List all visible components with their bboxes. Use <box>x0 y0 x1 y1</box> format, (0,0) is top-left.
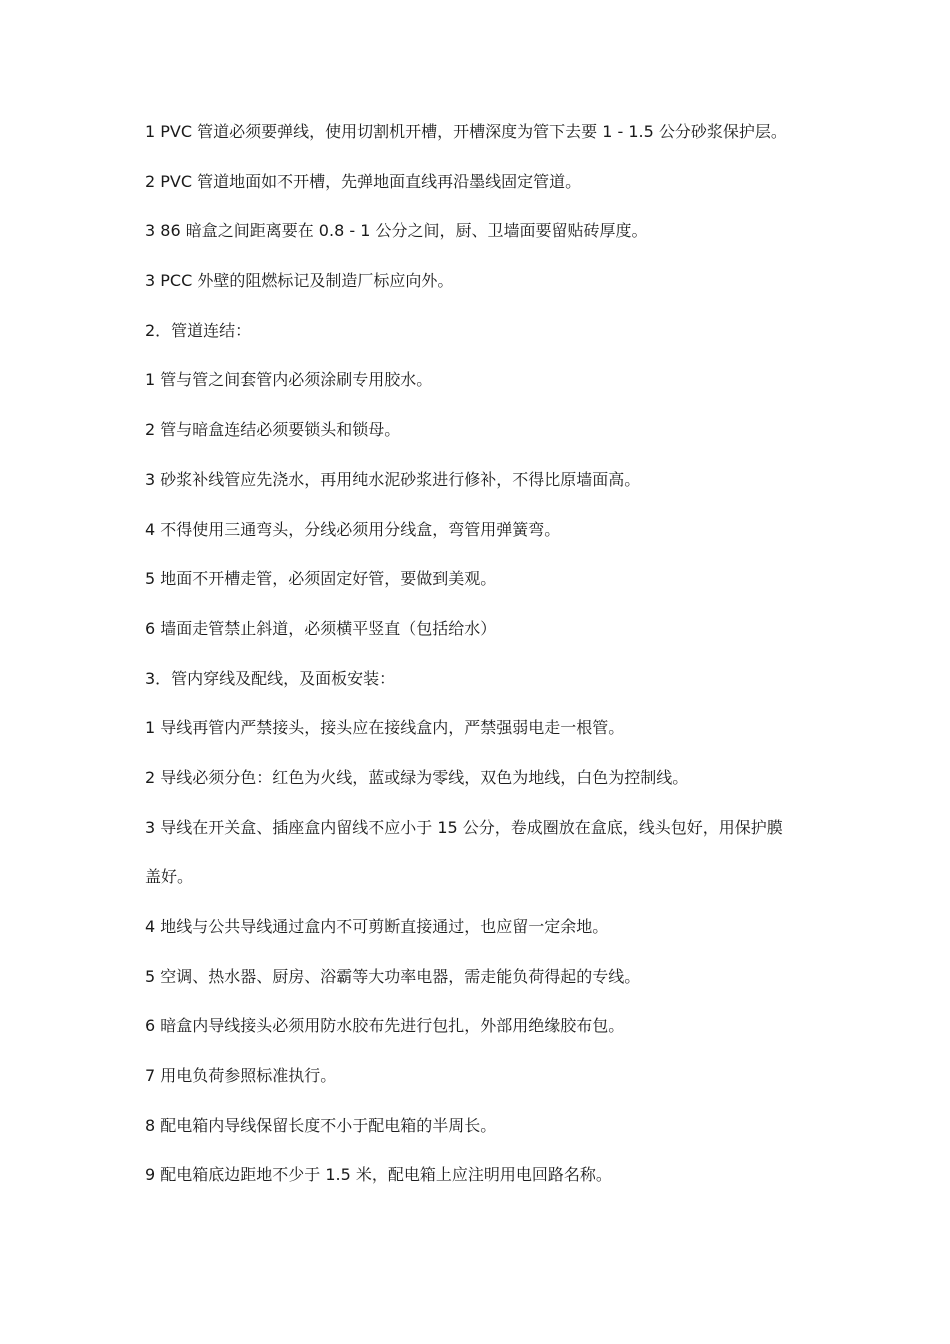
text-line-17: 4 地线与公共导线通过盒内不可剪断直接通过，也应留一定余地。 <box>145 917 609 936</box>
text-line-20: 7 用电负荷参照标准执行。 <box>145 1066 337 1086</box>
text-line-15: 3 导线在开关盒、插座盒内留线不应小于 15 公分，卷成圈放在盒底，线头包好，用保护膜 <box>145 817 783 837</box>
text-line-1: 1 PVC 管道必须要弹线，使用切割机开槽，开槽深度为管下去要 1 - 1.5 公分砂浆保护层。 <box>145 122 787 141</box>
section-heading-2: 2．管道连结： <box>145 320 252 340</box>
text-line-8: 3 砂浆补线管应先浇水，再用纯水泥砂浆进行修补，不得比原墙面高。 <box>145 469 641 489</box>
document-body <box>145 122 810 1215</box>
text-line-9: 4 不得使用三通弯头，分线必须用分线盒，弯管用弹簧弯。 <box>145 519 561 539</box>
text-line-6: 1 管与管之间套管内必须涂刷专用胶水。 <box>145 370 433 390</box>
text-line-18: 5 空调、热水器、厨房、浴霸等大功率电器，需走能负荷得起的专线。 <box>145 966 641 986</box>
text-line-7: 2 管与暗盒连结必须要锁头和锁母。 <box>145 420 401 440</box>
text-line-19: 6 暗盒内导线接头必须用防水胶布先进行包扎，外部用绝缘胶布包。 <box>145 1016 625 1036</box>
text-line-22: 9 配电箱底边距地不少于 1.5 米，配电箱上应注明用电回路名称。 <box>145 1165 612 1185</box>
text-line-13: 1 导线再管内严禁接头，接头应在接线盒内，严禁强弱电走一根管。 <box>145 718 625 738</box>
text-line-3: 3 86 暗盒之间距离要在 0.8 - 1 公分之间，厨、卫墙面要留贴砖厚度。 <box>145 221 648 241</box>
text-line-11: 6 墙面走管禁止斜道，必须横平竖直（包括给水） <box>145 618 497 638</box>
text-line-14: 2 导线必须分色：红色为火线，蓝或绿为零线，双色为地线，白色为控制线。 <box>145 767 689 787</box>
text-line-21: 8 配电箱内导线保留长度不小于配电箱的半周长。 <box>145 1115 497 1135</box>
section-heading-3: 3．管内穿线及配线，及面板安装： <box>145 668 396 688</box>
text-line-16: 盖好。 <box>145 867 194 887</box>
text-line-4: 3 PCC 外壁的阻燃标记及制造厂标应向外。 <box>145 271 454 291</box>
text-line-10: 5 地面不开槽走管，必须固定好管，要做到美观。 <box>145 569 497 589</box>
text-line-2: 2 PVC 管道地面如不开槽，先弹地面直线再沿墨线固定管道。 <box>145 171 582 191</box>
